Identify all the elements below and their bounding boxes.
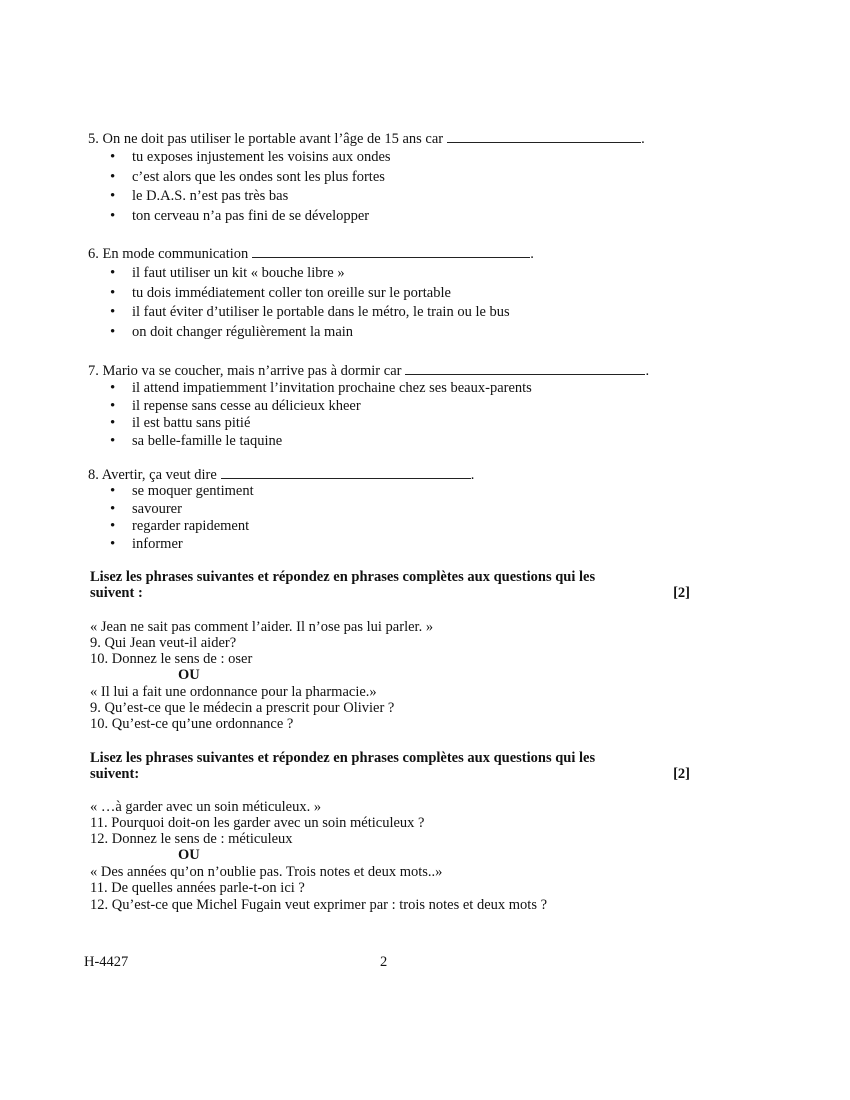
- question-line: 12. Qu’est-ce que Michel Fugain veut exprimer par : trois notes et deux mots ?: [90, 897, 548, 913]
- option: • le D.A.S. n’est pas très bas: [110, 187, 391, 207]
- prompt-end: .: [645, 363, 650, 379]
- option: • tu exposes injustement les voisins aux ondes: [110, 148, 391, 168]
- quote-line: « Jean ne sait pas comment l’aider. Il n’ose pas lui parler. »: [90, 619, 434, 635]
- option: • il attend impatiemment l’invitation prochaine chez ses beaux-parents: [110, 380, 532, 398]
- question-prompt: 7. Mario va se coucher, mais n’arrive pas à dormir car: [88, 363, 402, 379]
- option: • ton cerveau n’a pas fini de se développer: [110, 207, 391, 227]
- option: • savourer: [110, 501, 254, 519]
- quote-line: « Il lui a fait une ordonnance pour la pharmacie.»: [90, 684, 377, 700]
- question-prompt: 5. On ne doit pas utiliser le portable avant l’âge de 15 ans car: [88, 131, 444, 147]
- question-5: [88, 130, 645, 148]
- question-line: 11. De quelles années parle-t-on ici ?: [90, 880, 305, 896]
- question-6: [88, 245, 534, 263]
- options-list: [110, 380, 532, 450]
- prompt-end: .: [641, 131, 645, 147]
- option: • informer: [110, 536, 254, 554]
- question-line: 9. Qu’est-ce que le médecin a prescrit pour Olivier ?: [90, 700, 395, 716]
- prompt-end: .: [530, 246, 534, 262]
- question-line: 10. Donnez le sens de : oser: [90, 651, 253, 667]
- answer-blank: [405, 362, 645, 375]
- question-line: 11. Pourquoi doit-on les garder avec un soin méticuleux ?: [90, 815, 425, 831]
- question-8: [88, 466, 474, 484]
- answer-blank: [252, 245, 530, 258]
- question-7: [88, 362, 649, 380]
- section-instruction-cont: suivent:: [90, 766, 140, 782]
- question-line: 9. Qui Jean veut-il aider?: [90, 635, 237, 651]
- marks-badge: [2]: [673, 766, 690, 782]
- section-instruction: Lisez les phrases suivantes et répondez en phrases complètes aux questions qui les: [90, 569, 596, 585]
- answer-blank: [447, 130, 641, 143]
- options-list: [110, 264, 510, 342]
- option: • il faut utiliser un kit « bouche libre »: [110, 264, 510, 284]
- question-line: 10. Qu’est-ce qu’une ordonnance ?: [90, 716, 294, 732]
- option: • il est battu sans pitié: [110, 415, 532, 433]
- document-code: H-4427: [84, 954, 129, 970]
- option: • on doit changer régulièrement la main: [110, 323, 510, 343]
- option: • sa belle-famille le taquine: [110, 433, 532, 451]
- quote-line: « …à garder avec un soin méticuleux. »: [90, 799, 322, 815]
- option: • regarder rapidement: [110, 518, 254, 536]
- option: • c’est alors que les ondes sont les plus fortes: [110, 168, 391, 188]
- answer-blank: [221, 466, 471, 479]
- option: • il repense sans cesse au délicieux kheer: [110, 398, 532, 416]
- quote-line: « Des années qu’on n’oublie pas. Trois notes et deux mots..»: [90, 864, 443, 880]
- page-number: 2: [380, 954, 388, 970]
- or-separator: OU: [178, 667, 200, 683]
- question-prompt: 8. Avertir, ça veut dire: [88, 467, 217, 483]
- options-list: [110, 483, 254, 553]
- option: • se moquer gentiment: [110, 483, 254, 501]
- option: • tu dois immédiatement coller ton oreille sur le portable: [110, 284, 510, 304]
- question-line: 12. Donnez le sens de : méticuleux: [90, 831, 293, 847]
- marks-badge: [2]: [673, 585, 690, 601]
- section-instruction: Lisez les phrases suivantes et répondez en phrases complètes aux questions qui les: [90, 750, 596, 766]
- or-separator: OU: [178, 847, 200, 863]
- section-instruction-cont: suivent :: [90, 585, 143, 601]
- options-list: [110, 148, 391, 226]
- option: • il faut éviter d’utiliser le portable dans le métro, le train ou le bus: [110, 303, 510, 323]
- question-prompt: 6. En mode communication: [88, 246, 249, 262]
- prompt-end: .: [470, 467, 475, 483]
